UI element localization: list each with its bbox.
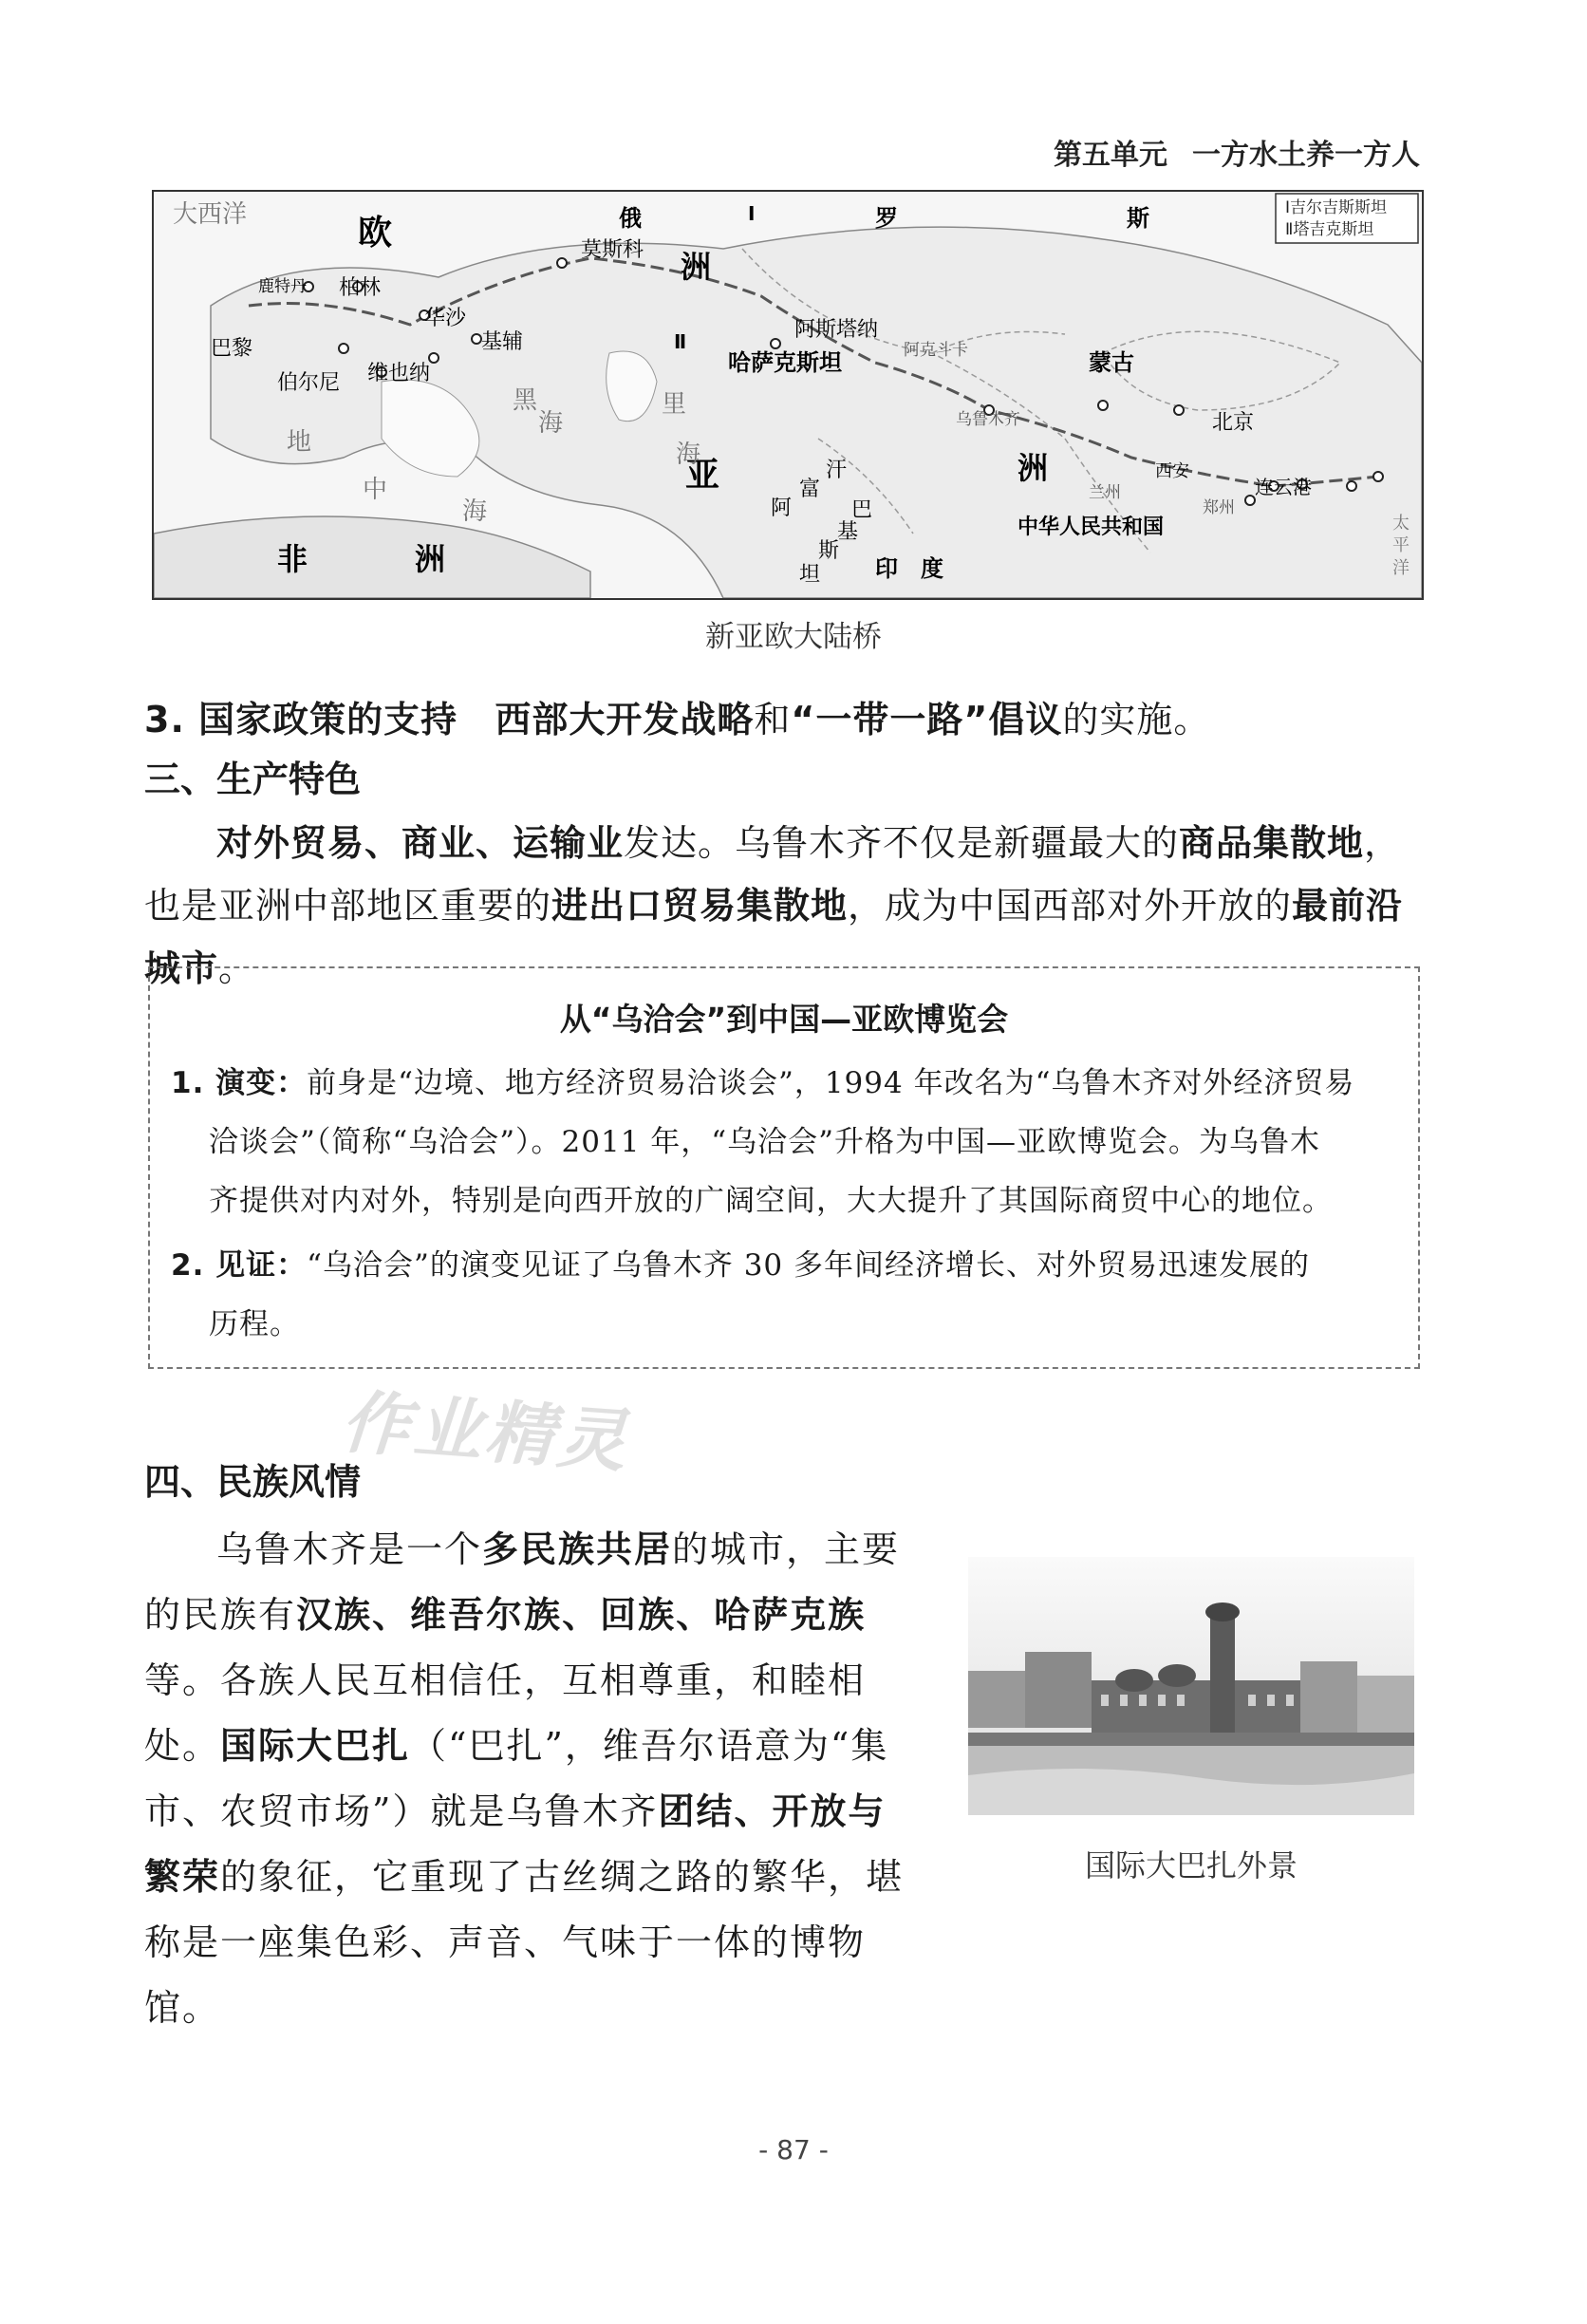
label-mongolia: 蒙古: [1089, 349, 1134, 376]
body-text: 的城市，主要的民族有: [144, 1528, 901, 1636]
label-moscow: 莫斯科: [581, 238, 644, 262]
item-text: 齐提供对内对外，特别是向西开放的广阔空间，大大提升了其国际商贸中心的地位。: [209, 1184, 1333, 1218]
legend-entry: Ⅰ吉尔吉斯斯坦: [1285, 198, 1388, 217]
bridge-map: [152, 190, 1424, 600]
policy-lead: 3. 国家政策的支持: [144, 699, 458, 740]
label-india: 度: [921, 555, 943, 582]
policy-bold-1: 西部大开发战略: [495, 699, 755, 740]
label-india: 印: [875, 555, 898, 582]
label-med: 海: [462, 497, 488, 526]
bold-term: 团结、开放与繁荣: [144, 1790, 887, 1898]
label-russia: 罗: [875, 205, 898, 232]
label-urumqi: 乌鲁木齐: [956, 410, 1020, 429]
ethnic-paragraph: [144, 1517, 911, 2041]
label-caspian: 里: [662, 390, 687, 419]
body-text: （“巴扎”，维吾尔语意为“集市、农贸市场”）就是乌鲁木齐: [144, 1725, 889, 1832]
label-med: 地: [287, 428, 312, 457]
info-box: [148, 966, 1420, 1369]
label-bern: 伯尔尼: [277, 371, 341, 395]
watermark: 作业精灵: [339, 1381, 633, 1482]
label-africa: 非: [277, 541, 308, 577]
label-atlantic: 大西洋: [173, 200, 248, 229]
label-lianyungang: 连云港: [1255, 476, 1312, 498]
label-beijing: 北京: [1212, 411, 1255, 435]
label-russia: 斯: [1127, 205, 1149, 232]
label-pakistan: 斯: [818, 539, 840, 563]
label-pacific: 洋: [1392, 558, 1410, 578]
bold-term: 多民族共居: [482, 1528, 673, 1570]
label-china: 中华人民共和国: [1018, 515, 1165, 539]
map-caption: 新亚欧大陆桥: [705, 620, 882, 654]
label-asia: 洲: [1018, 450, 1049, 486]
label-warsaw: 华沙: [424, 307, 467, 330]
bold-term: 维吾尔族: [410, 1594, 563, 1636]
bazaar-photo: [968, 1557, 1414, 1815]
label-med: 中: [363, 476, 388, 504]
label-afghan: 汗: [826, 459, 848, 482]
policy-text: 和: [754, 699, 792, 740]
bold-term: 对外贸易、商业、运输业: [216, 822, 625, 864]
bold-term: 回族: [600, 1594, 677, 1636]
label-pakistan: 巴: [851, 498, 873, 522]
body-text: 。: [218, 947, 256, 989]
label-lanzhou: 兰州: [1089, 483, 1121, 502]
label-region-1: Ⅰ: [748, 202, 756, 225]
policy-text: 的实施。: [1062, 699, 1211, 740]
body-text: 乌鲁木齐是一个: [216, 1528, 483, 1570]
separator: 、: [562, 1594, 601, 1636]
separator: 、: [372, 1594, 411, 1636]
body-text: ，也是亚洲中部地区重要的: [144, 822, 1402, 927]
item-text: 洽谈会”（简称“乌洽会”）。2011 年，“乌洽会”升格为中国—亚欧博览会。为乌鲁木: [209, 1125, 1320, 1159]
photo-caption: 国际大巴扎外景: [1084, 1847, 1298, 1884]
bold-term: 最前沿城市: [144, 885, 1404, 989]
label-pacific: 太: [1392, 514, 1410, 534]
label-russia: 俄: [619, 205, 642, 232]
label-kyiv: 基辅: [481, 330, 524, 354]
item-lead: 2. 见证：: [171, 1248, 308, 1283]
item-text: 历程。: [209, 1307, 300, 1341]
item-lead: 1. 演变：: [171, 1066, 308, 1100]
bold-term: 国际大巴扎: [220, 1725, 411, 1767]
separator: 、: [676, 1594, 715, 1636]
label-black-sea: 海: [538, 409, 564, 438]
label-europe: 欧: [358, 214, 393, 253]
label-europe-zhou: 洲: [681, 249, 712, 285]
label-caspian: 海: [676, 440, 701, 469]
bold-term: 商品集散地: [1179, 822, 1365, 864]
label-pakistan: 基: [837, 520, 859, 544]
label-asia: 亚: [685, 456, 720, 495]
legend-entry: Ⅱ塔吉克斯坦: [1285, 220, 1374, 239]
heading-production: 三、生产特色: [144, 759, 362, 800]
info-box-item-1: [171, 1054, 1395, 1230]
unit-label: 第五单元: [1054, 139, 1167, 172]
label-africa: 洲: [415, 541, 446, 577]
policy-bold-2: “一带一路”倡议: [791, 699, 1063, 740]
body-text: ，成为中国西部对外开放的: [848, 885, 1293, 927]
item-text: 前身是“边境、地方经济贸易洽谈会”，1994 年改名为“乌鲁木齐对外经济贸易: [307, 1066, 1355, 1100]
unit-title: 一方水土养一方人: [1192, 139, 1420, 172]
label-berlin: 柏林: [339, 276, 382, 300]
info-box-title: 从“乌洽会”到中国—亚欧博览会: [559, 1001, 1009, 1038]
label-afghan: 阿: [771, 497, 793, 520]
page-number: - 87 -: [758, 2134, 829, 2165]
label-pacific: 平: [1392, 535, 1410, 555]
label-afghan: 富: [799, 478, 821, 501]
info-box-item-2: [171, 1236, 1395, 1354]
bold-term: 汉族: [296, 1594, 373, 1636]
label-xian: 西安: [1155, 461, 1189, 481]
label-aksu: 阿克斗卡: [904, 341, 968, 360]
label-kazakhstan: 哈萨克斯坦: [728, 349, 842, 376]
bold-term: 哈萨克族: [714, 1594, 867, 1636]
body-text: 等。各族人民互相信任，互相尊重，和睦相处。: [144, 1659, 867, 1767]
policy-paragraph: [144, 688, 1435, 751]
label-pakistan: 坦: [799, 563, 821, 587]
running-header: [1054, 131, 1420, 173]
body-text: 的象征，它重现了古丝绸之路的繁华，堪称是一座集色彩、声音、气味于一体的博物馆。: [144, 1856, 905, 2029]
label-black-sea: 黑: [513, 386, 538, 415]
label-vienna: 维也纳: [367, 362, 431, 385]
item-text: “乌洽会”的演变见证了乌鲁木齐 30 多年间经济增长、对外贸易迅速发展的: [307, 1248, 1310, 1283]
bold-term: 进出口贸易集散地: [551, 885, 849, 927]
body-text: 发达。乌鲁木齐不仅是新疆最大的: [624, 822, 1180, 864]
label-astana: 阿斯塔纳: [794, 318, 879, 342]
label-region-2: Ⅱ: [674, 330, 687, 353]
label-zhengzhou: 郑州: [1203, 498, 1235, 517]
label-paris: 巴黎: [211, 337, 253, 361]
label-rotterdam: 鹿特丹: [258, 277, 307, 296]
heading-ethnic: 四、民族风情: [144, 1461, 362, 1503]
